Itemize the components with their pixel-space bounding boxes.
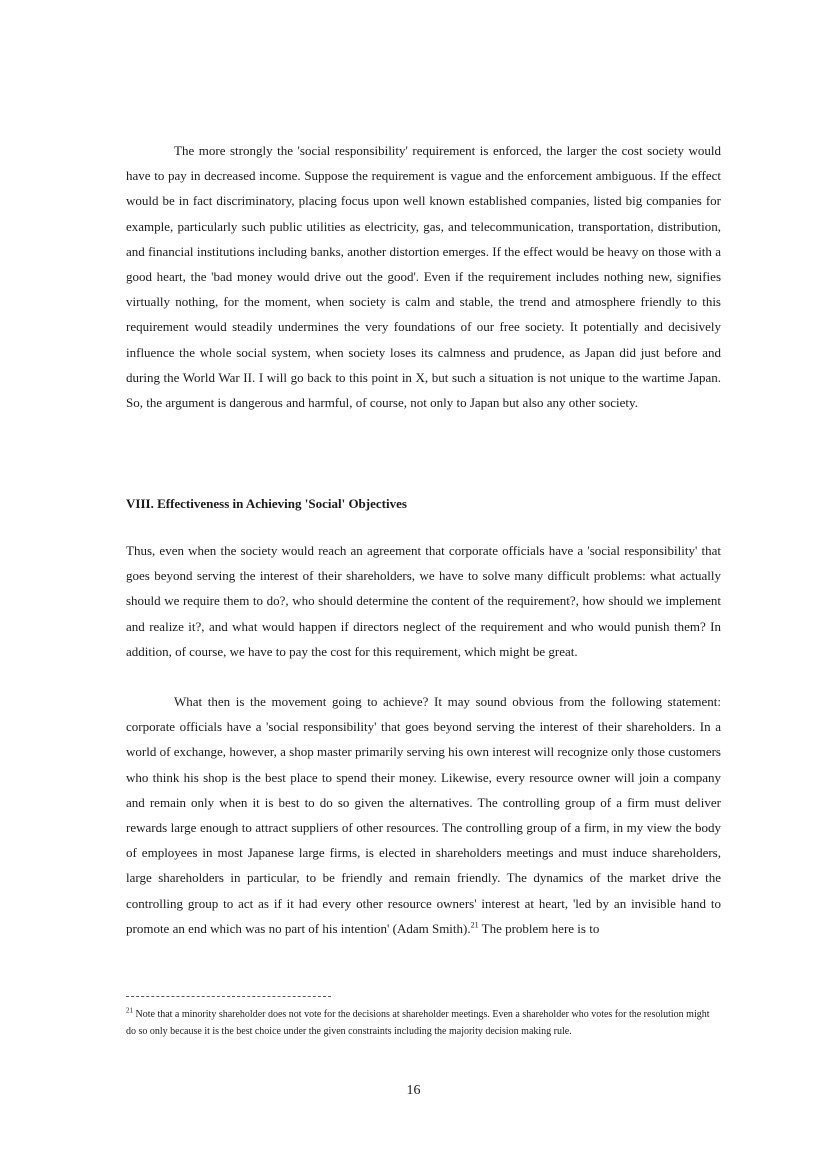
footnote-number: 21 [126,1006,133,1015]
body-paragraph-2: Thus, even when the society would reach an agreement that corporate officials have a 'social responsibility' that goes beyond serving the interest of their shareholders, we have to solve many difficult problems: what actually should we require them to do?, who should determine the content of the requirement?, how should we implement and realize it?, and what would happen if directors neglect of the requirement and who would punish them? In addition, of course, we have to pay the cost for this requirement, which might be great. [126,543,721,659]
footnote-separator [126,996,331,997]
body-paragraph-3 [126,689,721,941]
section-heading: VIII. Effectiveness in Achieving 'Social' Objectives [126,496,407,511]
footnote [126,1006,721,1040]
body-paragraph-3-tail: The problem here is to [478,920,600,936]
footnote-reference: 21 [470,920,479,930]
body-paragraph-3-text: What then is the movement going to achieve? It may sound obvious from the following statement: corporate officials have a 'social responsibility' that goes beyond serving the interest of their shareholders. In a world of exchange, however, a shop master primarily serving his own interest will recognize only those customers who think his shop is the best place to spend their money. Likewise, every resource owner will join a company and remain only when it is best to do so given the alternatives. The controlling group of a firm must deliver rewards large enough to attract suppliers of other resources. The controlling group of a firm, in my view the body of employees in most Japanese large firms, is elected in shareholders meetings and must induce shareholders, large shareholders in particular, to be friendly and remain friendly. The dynamics of the market drive the controlling group to act as if it had every other resource owners' interest at heart, 'led by an invisible hand to promote an end which was no part of his intention' (Adam Smith). [126,694,721,936]
body-paragraph-1: The more strongly the 'social responsibility' requirement is enforced, the larger the cost society would have to pay in decreased income. Suppose the requirement is vague and the enforcement ambiguous. If the effect would be in fact discriminatory, placing focus upon well known established companies, listed big companies for example, particularly such public utilities as electricity, gas, and telecommunication, transportation, distribution, and financial institutions including banks, another distortion emerges. If the effect would be heavy on those with a good heart, the 'bad money would drive out the good'. Even if the requirement includes nothing new, signifies virtually nothing, for the moment, when society is calm and stable, the trend and atmosphere friendly to this requirement would steadily undermines the very foundations of our free society. It potentially and decisively influence the whole social system, when society loses its calmness and prudence, as Japan did just before and during the World War II. I will go back to this point in X, but such a situation is not unique to the wartime Japan. So, the argument is dangerous and harmful, of course, not only to Japan but also any other society. [126,143,721,411]
footnote-text: Note that a minority shareholder does not vote for the decisions at shareholder meetings. Even a shareholder who votes for the resolution might do so only because it is the best choice under the given constraints including the majority decision making rule. [126,1009,710,1037]
page-number: 16 [406,1083,421,1098]
